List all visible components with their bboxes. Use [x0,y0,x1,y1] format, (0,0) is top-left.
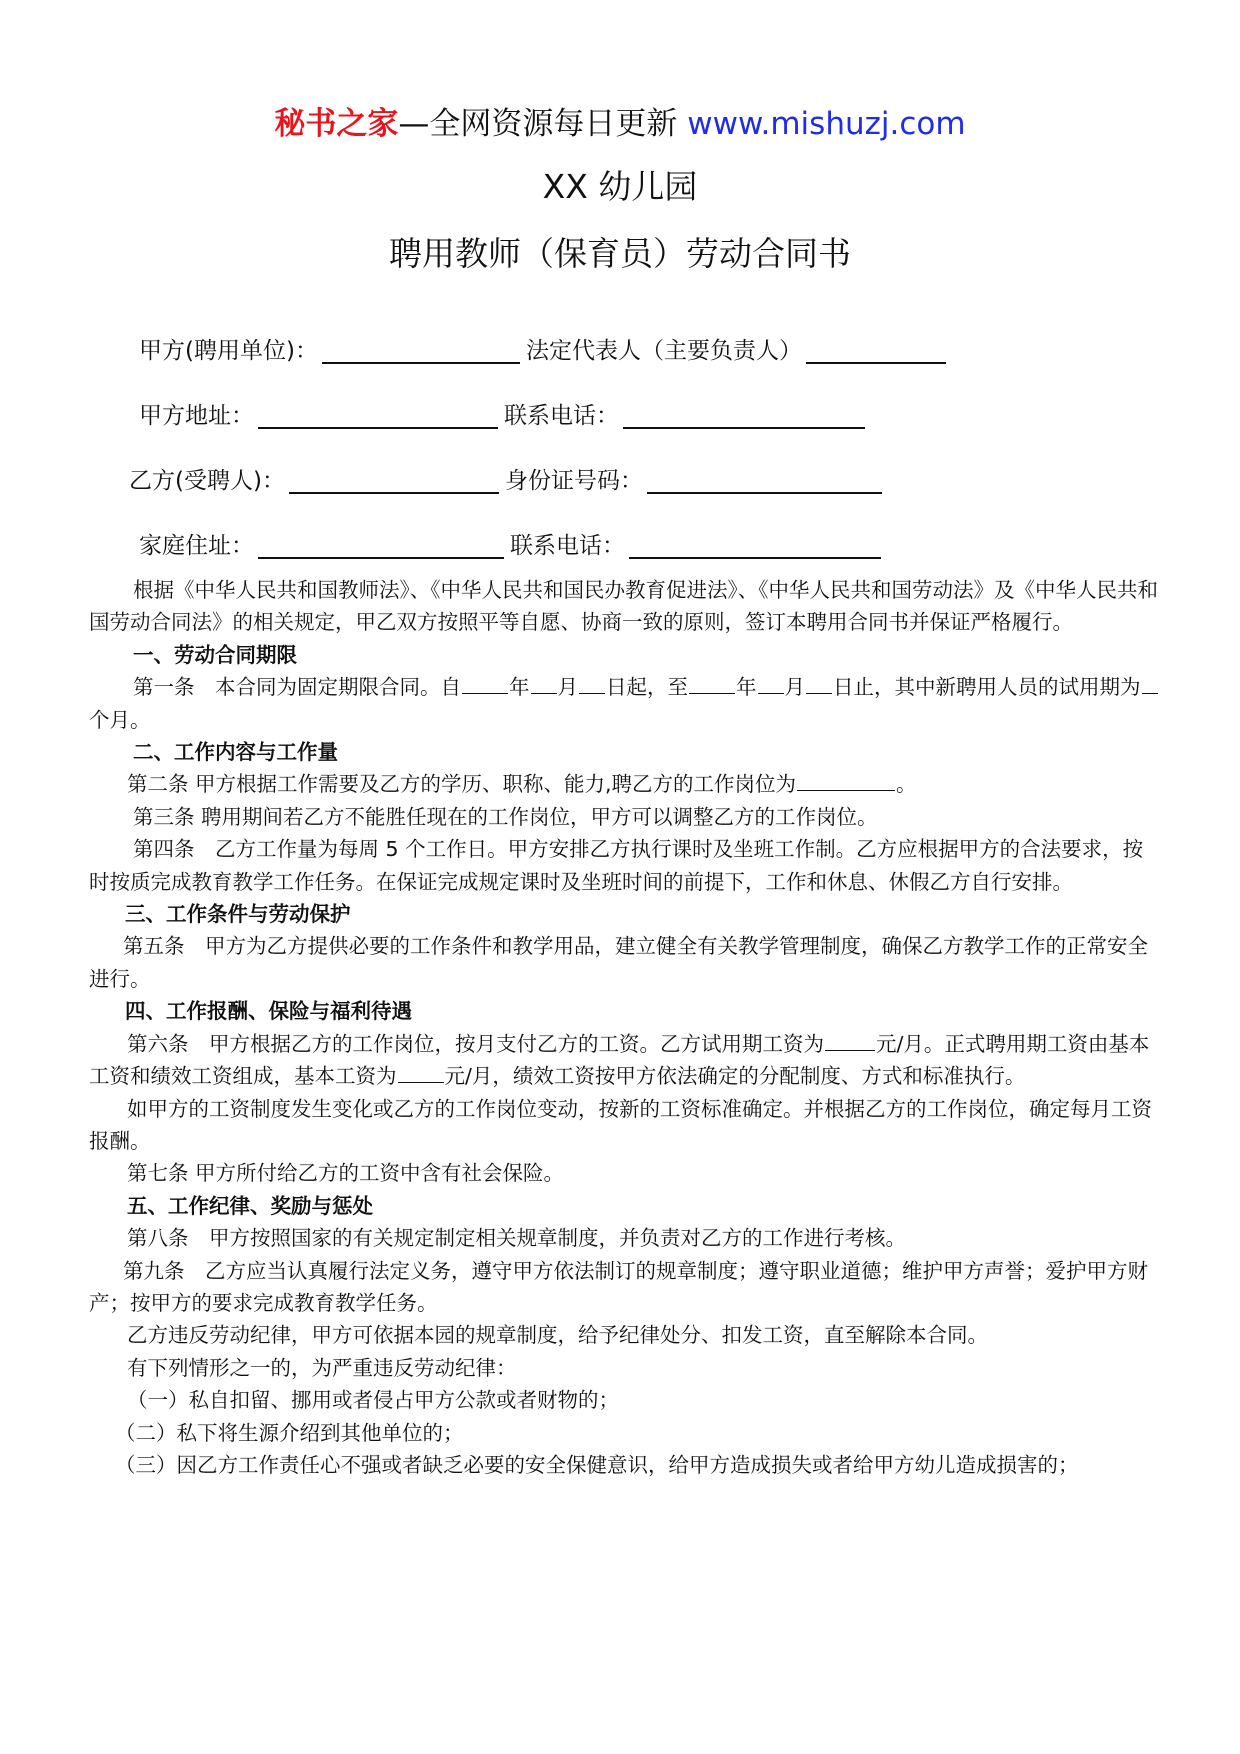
id-number-blank[interactable] [647,466,882,494]
home-address-blank[interactable] [258,531,504,559]
phone-1-label: 联系电话： [504,403,619,429]
legal-rep-blank[interactable] [806,336,946,364]
phone-1-blank[interactable] [623,401,865,429]
field-row-party-b [129,464,888,498]
home-address-label: 家庭住址： [139,533,254,559]
party-a-label: 甲方(聘用单位)： [139,338,318,364]
probation-salary-blank[interactable] [825,1030,875,1051]
article-4: 第四条 乙方工作量为每周 5 个工作日。甲方安排乙方执行课时及坐班工作制。乙方应根据甲方的合法要求，按时按质完成教育教学工作任务。在保证完成规定课时及坐班时间的前提下，工作和休息、休假乙方自行安排。 [89,837,1144,894]
article-2: 第二条 甲方根据工作需要及乙方的学历、职称、能力,聘乙方的工作岗位为 。 [127,772,917,797]
field-row-party-a-address [139,399,871,433]
brand-tagline: —全网资源每日更新 [398,106,678,142]
section-5-heading: 五、工作纪律、奖励与惩处 [127,1193,373,1218]
phone-2-blank[interactable] [629,531,881,559]
base-salary-blank[interactable] [398,1062,444,1083]
preamble-paragraph: 根据《中华人民共和国教师法》、《中华人民共和国民办教育促进法》、《中华人民共和国劳动法》及《中华人民共和国劳动合同法》的相关规定，甲乙双方按照平等自愿、协商一致的原则，签订本聘用合同书并保证严格履行。 [89,578,1158,635]
article-7: 第七条 甲方所付给乙方的工资中含有社会保险。 [127,1161,565,1186]
probation-months-blank[interactable] [1142,673,1158,694]
section-1-heading: 一、劳动合同期限 [133,642,297,667]
party-a-address-label: 甲方地址： [139,403,254,429]
end-year-blank[interactable] [689,673,735,694]
field-row-party-a [139,334,952,368]
legal-rep-label: 法定代表人（主要负责人） [525,338,802,364]
month-blank[interactable] [531,673,557,694]
article-8: 第八条 甲方按照国家的有关规定制定相关规章制度，并负责对乙方的工作进行考核。 [127,1226,906,1251]
article-6-supplement: 如甲方的工资制度发生变化或乙方的工作岗位变动，按新的工资标准确定。并根据乙方的工作岗位，确定每月工资报酬。 [89,1096,1152,1153]
section-2-heading: 二、工作内容与工作量 [133,740,338,765]
year-blank[interactable] [462,673,508,694]
brand-name: 秘书之家 [274,106,399,142]
contract-body [89,574,1161,1481]
section-4-heading: 四、工作报酬、保险与福利待遇 [125,999,412,1024]
day-blank[interactable] [579,673,605,694]
field-row-home-address [139,529,887,563]
article-1: 第一条 本合同为固定期限合同。自 年 月 日起，至 年 月 日止，其中新聘用人员的试用期为个月。 [89,671,1161,736]
article-5: 第五条 甲方为乙方提供必要的工作条件和教学用品，建立健全有关教学管理制度，确保乙方教学工作的正常安全进行。 [89,934,1148,991]
article-6: 第六条 甲方根据乙方的工作岗位，按月支付乙方的工资。乙方试用期工资为 元/月。正式聘用期工资由基本工资和绩效工资组成，基本工资为 元/月，绩效工资按甲方依法确定的分配制度、方式和标准执行。 [89,1031,1150,1089]
end-day-blank[interactable] [806,673,832,694]
article-9: 第九条 乙方应当认真履行法定义务，遵守甲方依法制订的规章制度；遵守职业道德；维护甲方声誉；爱护甲方财产；按甲方的要求完成教育教学任务。 [89,1258,1148,1315]
document-title-contract: 聘用教师（保育员）劳动合同书 [389,234,851,273]
site-url-link[interactable]: www.mishuzj.com [687,106,966,142]
end-month-blank[interactable] [758,673,784,694]
party-a-address-blank[interactable] [258,401,498,429]
party-b-label: 乙方(受聘人)： [129,468,285,494]
violation-item-3: （三）因乙方工作责任心不强或者缺乏必要的安全保健意识，给甲方造成损失或者给甲方幼儿造成损害的； [115,1452,1079,1477]
id-number-label: 身份证号码： [504,468,643,494]
violation-paragraph: 乙方违反劳动纪律，甲方可依据本园的规章制度，给予纪律处分、扣发工资，直至解除本合同。 [127,1323,988,1348]
article-3: 第三条 聘用期间若乙方不能胜任现在的工作岗位，甲方可以调整乙方的工作岗位。 [133,804,878,829]
site-header [0,102,1240,146]
party-b-blank[interactable] [289,466,499,494]
serious-violation-intro: 有下列情形之一的，为严重违反劳动纪律： [127,1355,517,1380]
violation-item-1: （一）私自扣留、挪用或者侵占甲方公款或者财物的； [127,1388,619,1413]
violation-item-2: （二）私下将生源介绍到其他单位的； [115,1420,464,1445]
section-3-heading: 三、工作条件与劳动保护 [125,902,351,927]
phone-2-label: 联系电话： [510,533,625,559]
party-a-blank[interactable] [322,336,520,364]
document-title-kindergarten: XX 幼儿园 [542,167,698,206]
position-blank[interactable] [797,770,895,791]
